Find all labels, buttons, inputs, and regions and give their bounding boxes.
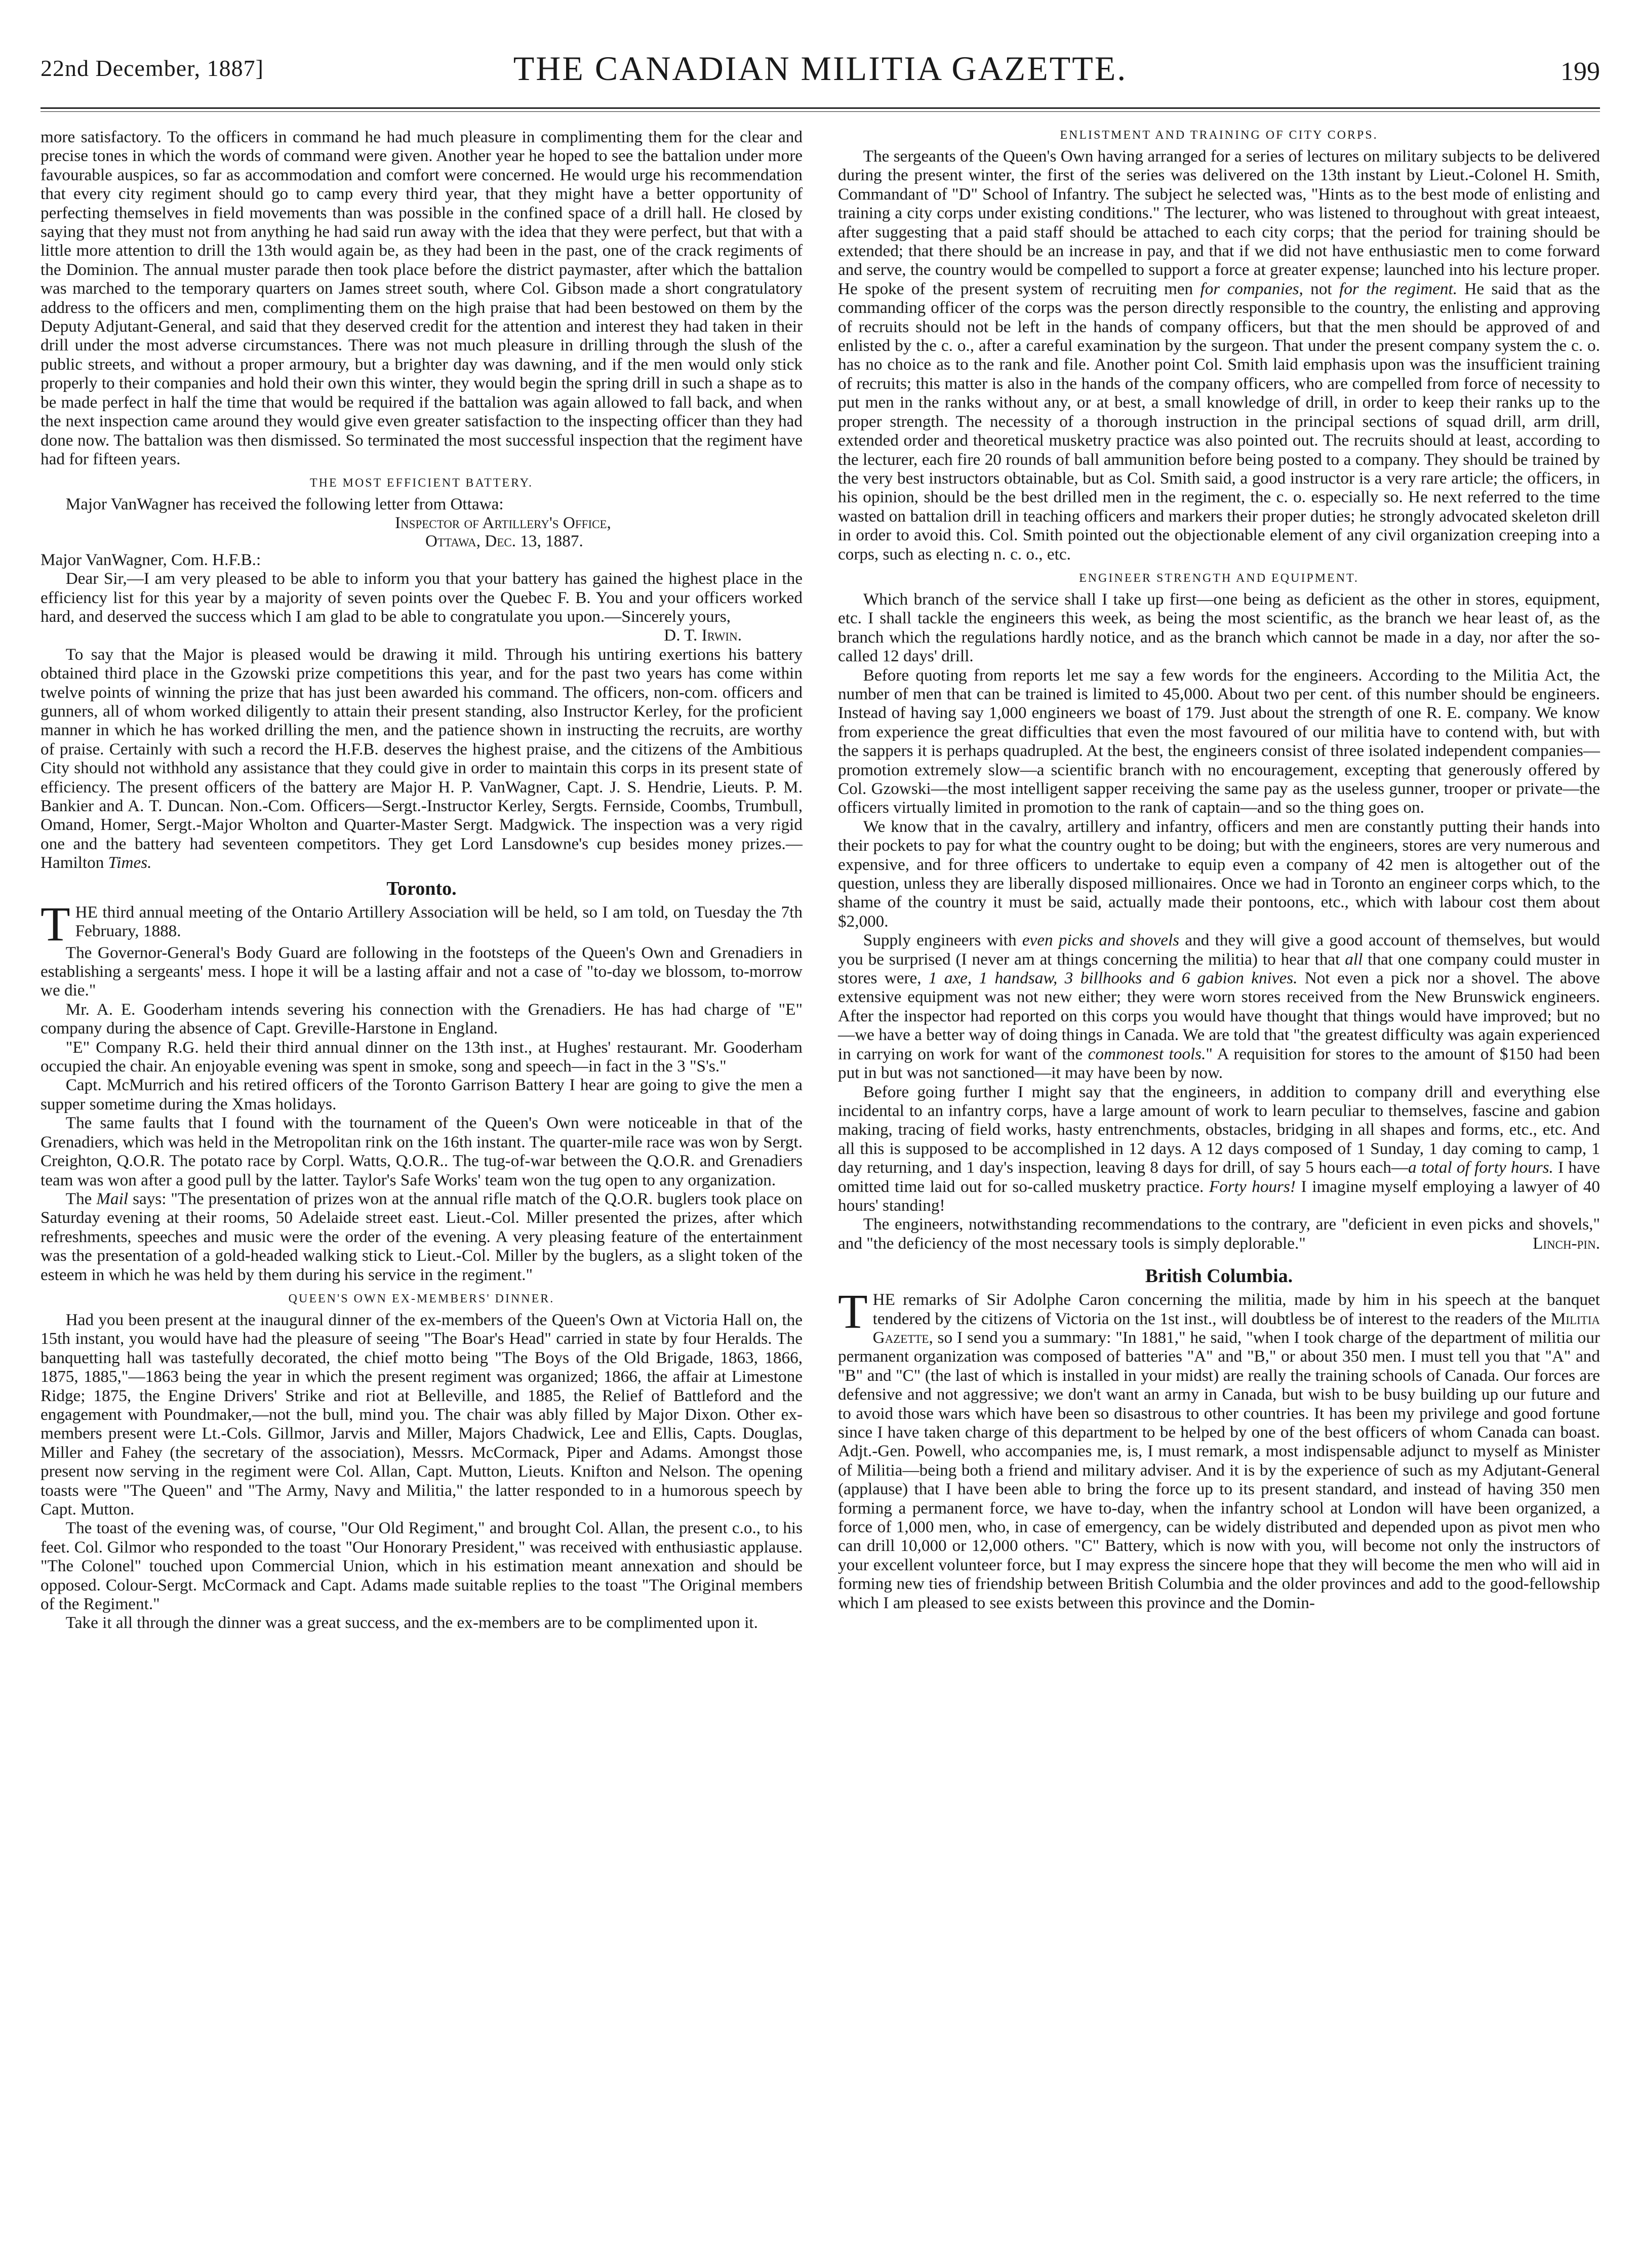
battery-intro: Major VanWagner has received the following letter from Ottawa:: [65, 495, 504, 514]
g5-a: Before going further I might say that the engineers, in addition to company drill and everything else incidental to an infantry corps, have a large amount of work to learn peculiar to themselves, fascine and gabion making, tracing of field works, hasty entrenchments, obstacles, bridging in all shapes and forms, etc., etc. And all this is supposed to be accomplished in 12 days. A 12 days composed of 1 Sunday, 1 day coming to camp, 1 day returning, and 1 day's inspection, leaving 8 days for drill, of say 5 hours each—: [838, 1082, 1600, 1177]
b1-a: HE remarks of Sir Adolphe Caron concerning the militia, made by him in his speech at the banquet tendered by the citizens of Victoria on the 1st inst., will doubtless be of interest to the readers of the: [872, 1290, 1600, 1328]
dinner-paragraph-1: Had you been present at the inaugural dinner of the ex-members of the Queen's Own at Victoria Hall on, the 15th instant, you would have had the pleasure of seeing "The Boar's Head" carried in state by four Heralds. The banquetting hall was tastefully decorated, the chief motto being "The Boys of the Old Brigade, 1863, 1866, 1875, 1885,"—1863 being the year in which the present regiment was organized; 1866, the affair at Limestone Ridge; 1875, the Engine Drivers' Strike and riot at Belleville, and 1885, the Relief of Battleford and the engagement with Poundmaker,—not the bull, mind you. The chair was ably filled by Major Dixon. Other ex-members present were Lt.-Cols. Gillmor, Jarvis and Miller, Majors Chadwick, Lee and Ellis, Capts. Douglas, Miller and Fahey (the secretary of the association), Messrs. McCormack, Piper and Adams. Amongst those present now serving in the regiment were Col. Allan, Capt. Mutton, Lieuts. Knifton and Nelson. The opening toasts were "The Queen" and "The Army, Navy and Militia," the latter responded to in a humorous speech by Capt. Mutton.: [41, 1310, 803, 1519]
t7-rest: says: "The presentation of prizes won at the annual rifle match of the Q.O.R. buglers took place on Saturday evening at their rooms, 50 Adelaide street east. Lieut.-Col. Miller presented the prizes, after which refreshments, speeches and music were the order of the evening. A very pleasing feature of the entertainment was the presentation of a gold-headed walking stick to Lieut.-Col. Miller by the buglers, as a slight token of the esteem in which he was held by them during his service in the regiment.": [41, 1189, 803, 1284]
letter-signature: D. T. Irwin.: [664, 626, 742, 645]
engineer-paragraph-1: Which branch of the service shall I take up first—one being as deficient as the other in stores, equipment, etc. I shall tackle the engineers this week, as being the most scientific, as the branch we hear least of, as the branch which the regulations hardly notice, and as the branch which cannot be made in a day, nor after the so-called 12 days' drill.: [838, 589, 1600, 666]
g4-it4: commonest tools.: [1088, 1044, 1206, 1063]
g5-b: I have omitted time laid out for so-called musketry practice.: [838, 1158, 1600, 1196]
t7-mail: Mail: [96, 1189, 129, 1208]
dinner-paragraph-2: The toast of the evening was, of course, "Our Old Regiment," and brought Col. Allan, the present c.o., to his feet. Col. Gilmor who responded to the toast "Our Honorary President," was received with enthusiastic applause. "The Colonel" touched upon Commercial Union, which in his estimation meant annexation and should be opposed. Colour-Sergt. McCormack and Capt. Adams made suitable replies to the toast "The Original members of the Regiment.": [41, 1519, 803, 1614]
g4-b: and they will give a good account of themselves, but would you be surprised (I never am at things concerning the militia) to hear that: [838, 931, 1600, 969]
g4-e: " A requisition for stores to the amount of $150 had been put in but was not sanctioned—it may have been by now.: [838, 1044, 1600, 1083]
inspection-paragraph: more satisfactory. To the officers in command he had much pleasure in complimenting them for the clear and precise tones in which the words of command were given. Another year he hoped to see the battalion under more favourable auspices, so far as accommodation and comfort were concerned. He would urge his recommendation that every city regiment should go to camp every third year, that they might have a better opportunity of perfecting themselves in field movements than was possible in the confined space of a drill hall. He closed by saying that they must not from anything he had said run away with the idea that they were perfect, but that with a little more attention to drill the 13th would again be, as they had been in the past, one of the crack regiments of the Dominion. The annual muster parade then took place before the district paymaster, after which the battalion was marched to the temporary quarters on James street south, where Col. Gibson made a short congratulatory address to the officers and men, complimenting them on the high praise that had been bestowed on them by the Deputy Adjutant-General, and said that they deserved credit for the attention and interest they had taken in their drill under the most adverse circumstances. There was not much pleasure in drilling through the slush of the public streets, and without a proper armoury, but a brighter day was dawning, and if the men would only stick properly to their companies and hold their own this winter, they would begin the spring drill in such a shape as to be made perfect in half the time that would be required if the battalion was again allowed to fall back, and when the next inspection came around they would give even greater satisfaction to the inspecting officer than they had done now. The battalion was then dismissed. So terminated the most successful inspection that the regiment have had for fifteen years.: [41, 128, 803, 468]
issue-date: 22nd December, 1887]: [41, 55, 264, 81]
g5-it2: Forty hours!: [1209, 1177, 1296, 1196]
b1-b: , so I send you a summary: "In 1881," he said, "when I took charge of the department of militia our permanent organization was composed of batteries "A" and "B," or about 350 men. I must tell you that "A" and "B" and "C" (the last of which is installed in your midst) are really the training schools of Canada. Our forces are defensive and not aggressive; we don't want an army in Canada, but wish to be busy building up our future and to avoid those wars which have been so disastrous to other countries. It has been my privilege and good fortune since I have taken charge of this department to be helped by one of the best officers of whom Canada can boast. Adjt.-Gen. Powell, who accompanies me, is, I must remark, a most indispensable adjunct to myself as Minister of Militia—being both a friend and military adviser. And it is by the experience of such as my Adjutant-General (applause) that I have been able to bring the force up to its present standard, and instead of having 350 men forming a permanent force, we have to-day, when the infantry school at London will have been organized, a force of 1,000 men, who, in case of emergency, can be widely distributed and depended upon as pivot men who can drill 10,000 or 12,000 others. "C" Battery, which is now with you, will become not only the instructors of your excellent volunteer force, but I may express the sincere hope that they will become the men who will aid in forming new ties of friendship between British Columbia and the older provinces and add to the good-fellowship which I am pleased to see exists between this province and the Domin-: [838, 1328, 1600, 1612]
bc-paragraph: [838, 1284, 1600, 1612]
toronto-paragraph-1: [41, 896, 803, 951]
t7-start: The: [65, 1189, 97, 1208]
left-column: [41, 128, 803, 1633]
toronto-paragraph-7: [41, 1189, 803, 1284]
engineer-paragraph-5: [838, 1083, 1600, 1215]
toronto-paragraph-3: Mr. A. E. Gooderham intends severing his connection with the Grenadiers. He has had charge of "E" company during the absence of Capt. Greville-Harstone in England.: [41, 1000, 803, 1038]
e1-c: He said that as the commanding officer of the corps was the person directly responsible to the country, the enlisting and approving of recruits should not be left in the hands of company officers, but that the men should be approved of and enlisted by the c. o., after a careful examination by the surgeon. That under the present company system the c. o. has no choice as to the rank and file. Another point Col. Smith laid emphasis upon was the insufficient training of recruits; this matter is also in the hands of the company officers, who are compelled from force of necessity to put men in the ranks without any, or at best, a small knowledge of drill, in order to keep their ranks up to the proper strength. The necessity of a thorough instruction in the principal sections of squad drill, arm drill, extended order and theoretical musketry practice was also pointed out. The recruits should at least, according to the lecturer, each fire 20 rounds of ball ammunition before being posted to a company. They should be trained by the very best instructors obtainable, but as Col. Smith said, a good instructor is a very rare article; the officers, in his opinion, should be the best drilled men in the regiment, the c. o. especially so. He next referred to the time wasted on battalion drill in teaching officers and markers their proper duties; he strongly advocated skeleton drill in order to avoid this. Col. Smith pointed out the objectionable element of any civil organization creeping into a corps, such as electing n. c. o., etc.: [838, 279, 1600, 564]
page-number: 199: [1561, 57, 1600, 86]
enlistment-paragraph: [838, 147, 1600, 564]
engineer-paragraph-3: We know that in the cavalry, artillery and infantry, officers and men are constantly putting their hands into their pockets to pay for what the country ought to be doing; but with the engineers, stores are very numerous and expensive, and for three officers to undertake to equip even a company of 42 men is altogether out of the question, unless they are liberally disposed millionaires. Once we had in Toronto an engineer corps which, to the shame of the country it must be said, actually made their pontoons, etc., which with labour cost them about $2,000.: [838, 817, 1600, 931]
b1-gazette: Militia Gazette: [872, 1309, 1600, 1347]
battery-paragraph: [41, 645, 803, 872]
letter-office: Inspector of Artillery's Office,: [395, 513, 611, 532]
right-column: [838, 128, 1600, 1612]
e1-it2: for the regiment.: [1339, 279, 1458, 298]
page-header: [41, 46, 1600, 101]
g4-a: Supply engineers with: [863, 931, 1022, 950]
e1-a: The sergeants of the Queen's Own having arranged for a series of lectures on military subjects to be delivered during the present winter, the first of the series was delivered on the 13th instant by Lieut.-Colonel H. Smith, Commandant of "D" School of Infantry. The subject he selected was, "Hints as to the best mode of enlisting and training a city corps under existing conditions." The lecturer, who was listened to throughout with great inteaest, after suggesting that a paid staff should be attached to each city corps; that the period for training should be extended; that there should be an increase in pay, and that if we did not have enthusiastic men to come forward and serve, the country would be compelled to support a force at greater expense; launched into his lecture proper. He spoke of the present system of recruiting men: [838, 147, 1600, 298]
g4-c: that one company could muster in stores were,: [838, 949, 1600, 988]
g4-it1: even picks and shovels: [1022, 931, 1180, 950]
section-heading-engineer: ENGINEER STRENGTH AND EQUIPMENT.: [1079, 571, 1359, 585]
battery-source: Times.: [108, 853, 152, 872]
drop-cap-bc: T: [838, 1284, 868, 1339]
e1-it1: for companies,: [1200, 279, 1303, 298]
g4-it2: all: [1345, 949, 1363, 969]
engineer-paragraph-4: [838, 931, 1600, 1082]
toronto-paragraph-4: "E" Company R.G. held their third annual dinner on the 13th inst., at Hughes' restaurant. Mr. Gooderham occupied the chair. An enjoyable evening was spent in smoke, song and speech—in fact in the 3 "S's.": [41, 1038, 803, 1076]
section-heading-british-columbia: British Columbia.: [1145, 1265, 1293, 1287]
toronto-paragraph-6: The same faults that I found with the tournament of the Queen's Own were noticeable in that of the Grenadiers, which was held in the Metropolitan rink on the 16th instant. The quarter-mile race was won by Sergt. Creighton, Q.O.R. The potato race by Corpl. Watts, Q.O.R.. The tug-of-war between the Q.O.R. and Grenadiers team was won after a good pull by the latter. Taylor's Safe Works' team won the tug open to any organization.: [41, 1113, 803, 1189]
letter-date: Ottawa, Dec. 13, 1887.: [425, 531, 583, 550]
letter-body: Dear Sir,—I am very pleased to be able to inform you that your battery has gained the highest place in the efficiency list for this year by a majority of seven points over the Quebec F. B. You and your officers worked hard, and deserved the success which I am glad to be able to congratulate you upon.—Sincerely yours,: [41, 569, 803, 626]
e1-b: not: [1303, 279, 1339, 298]
toronto-paragraph-5: Capt. McMurrich and his retired officers of the Toronto Garrison Battery I hear are going to give the men a supper sometime during the Xmas holidays.: [41, 1076, 803, 1113]
letter-address: [41, 514, 803, 550]
toronto-text-1: HE third annual meeting of the Ontario Artillery Association will be held, so I am told, on Tuesday the 7th February, 1888.: [75, 902, 803, 941]
engineer-paragraph-6: The engineers, notwithstanding recommendations to the contrary, are "deficient in even picks and shovels," and "the deficiency of the most necessary tools is simply deplorable.": [838, 1215, 1600, 1253]
letter-salutation: Major VanWagner, Com. H.F.B.:: [41, 550, 261, 569]
engineer-signature: Linch-pin.: [1533, 1234, 1600, 1253]
masthead-title: THE CANADIAN MILITIA GAZETTE.: [513, 49, 1128, 88]
g5-c: I imagine myself employing a lawyer of 40 hours' standing!: [838, 1177, 1601, 1215]
section-heading-battery: THE MOST EFFICIENT BATTERY.: [309, 476, 534, 490]
section-heading-enlistment: ENLISTMENT AND TRAINING OF CITY CORPS.: [1060, 129, 1378, 142]
engineer-paragraph-2: Before quoting from reports let me say a few words for the engineers. According to the Militia Act, the number of men that can be trained is limited to 45,000. About two per cent. of this number should be engineers. Instead of having say 1,000 engineers we boast of 179. Just about the strength of one R. E. company. We know from experience the great difficulties that even the most favoured of our militia have to contend with, but with the sappers it is perhaps quadrupled. At the best, the engineers consist of three isolated independent companies—promotion extremely slow—a scientific branch with no encouragement, excepting that generously offered by Col. Gzowski—the most intelligent sapper receiving the same pay as the useless gunner, trooper or private—the officers virtually limited in promotion to the rank of captain—and so the thing goes on.: [838, 665, 1600, 817]
header-rule-thin: [41, 111, 1600, 112]
drop-cap: T: [41, 896, 70, 951]
section-heading-dinner: QUEEN'S OWN EX-MEMBERS' DINNER.: [288, 1292, 555, 1305]
header-rule: [41, 107, 1600, 109]
g5-it1: a total of forty hours.: [1408, 1158, 1553, 1177]
g4-d: Not even a pick nor a shovel. The above extensive equipment was not new either; they were worn stores received from the New Brunswick engineers. After the inspector had reported on this corps you would have thought that things would have improved; but no—we have a better way of doing things in Canada. We are told that "the greatest difficulty was again experienced in carrying on work for want of the: [838, 969, 1601, 1063]
section-heading-toronto: Toronto.: [386, 878, 457, 899]
toronto-paragraph-2: The Governor-General's Body Guard are following in the footsteps of the Queen's Own and Grenadiers in establishing a sergeants' mess. I hope it will be a lasting affair and not a case of "to-day we blossom, to-morrow we die.": [41, 943, 803, 1000]
dinner-paragraph-3: Take it all through the dinner was a great success, and the ex-members are to be complimented upon it.: [65, 1613, 758, 1633]
battery-text: To say that the Major is pleased would be drawing it mild. Through his untiring exertions his battery obtained third place in the Gzowski prize competitions this year, and for the past two years has come within twelve points of winning the prize that has just been awarded his command. The officers, non-com. officers and gunners, all of whom worked diligently to attain their present standing, also Instructor Kerley, for the proficient manner in which he has worked drilling the men, and the patience shown in instructing the recruits, are worthy of praise. Certainly with such a record the H.F.B. deserves the highest praise, and the citizens of the Ambitious City should not withhold any assistance that they could give in order to maintain this corps in its present state of efficiency. The present officers of the battery are Major H. P. VanWagner, Capt. J. S. Hendrie, Lieuts. P. M. Bankier and A. T. Duncan. Non.-Com. Officers—Sergt.-Instructor Kerley, Sergts. Fernside, Coombs, Trumbull, Omand, Homer, Sergt.-Major Wholton and Quarter-Master Sergt. Madgwick. The inspection was a very rigid one and the battery had seventeen competitors. They get Lord Lansdowne's cup besides money prizes.—Hamilton: [41, 645, 803, 872]
g4-it3: 1 axe, 1 handsaw, 3 billhooks and 6 gabion knives.: [928, 969, 1298, 988]
